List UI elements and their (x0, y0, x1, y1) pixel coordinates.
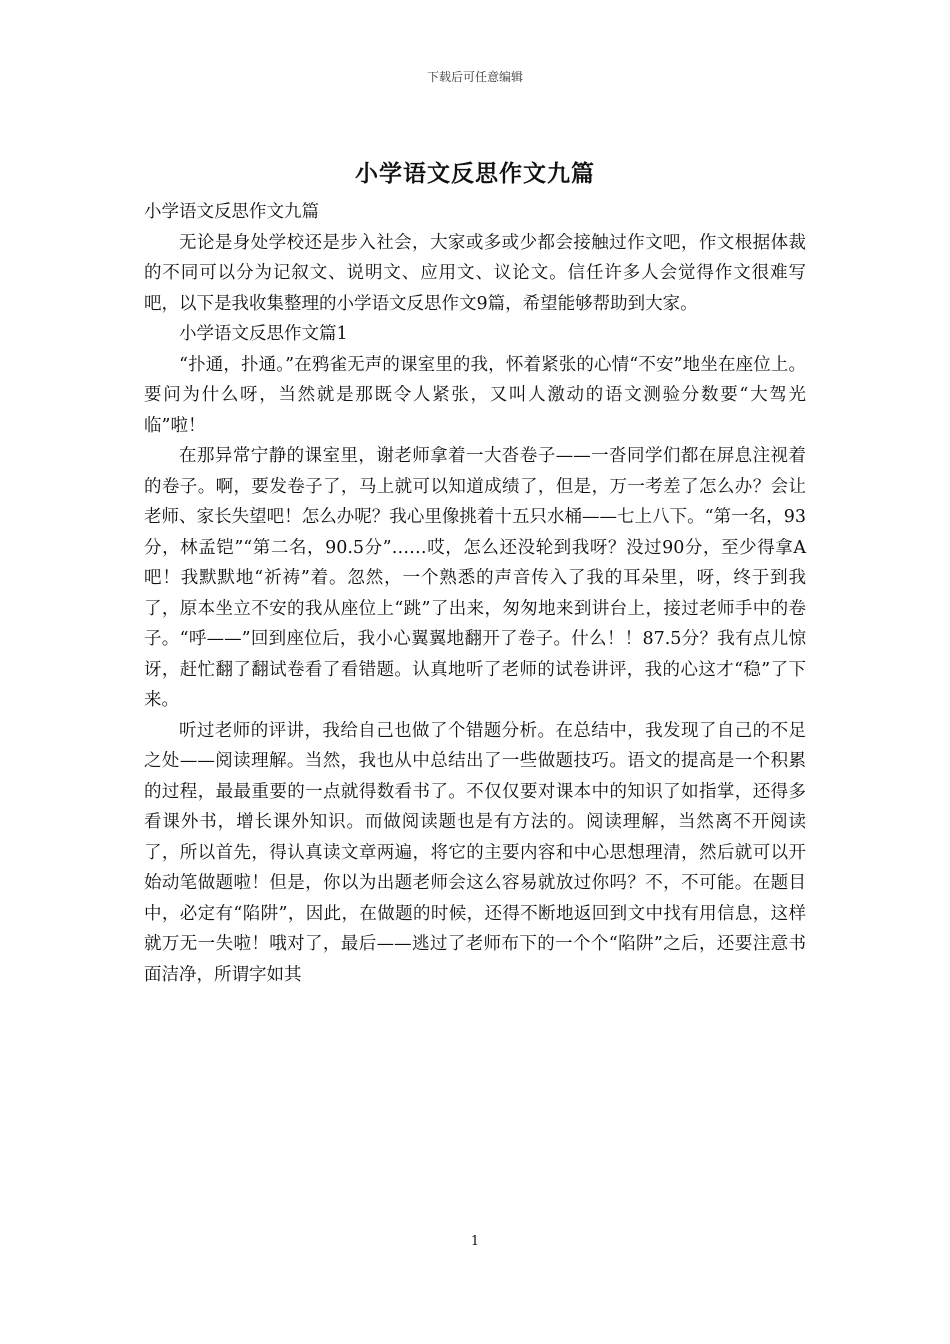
page-number: 1 (470, 1234, 480, 1249)
body-paragraph: 在那异常宁静的课室里，谢老师拿着一大沓卷子——一沓同学们都在屏息注视着的卷子。啊，要发卷子了，马上就可以知道成绩了，但是，万一考差了怎么办？会让老师、家长失望吧！怎么办呢？我心里像挑着十五只水桶——七上八下。“第一名，93分，林孟铠”“第二名，90.5分”……哎，怎么还没轮到我呀？没过90分，至少得拿A吧！我默默地“祈祷”着。忽然，一个熟悉的声音传入了我的耳朵里，呀，终于到我了，原本坐立不安的我从座位上“跳”了出来，匆匆地来到讲台上，接过老师手中的卷子。“呼——”回到座位后，我小心翼翼地翻开了卷子。什么！！87.5分？我有点儿惊讶，赶忙翻了翻试卷看了看错题。认真地听了老师的试卷讲评，我的心这才“稳”了下来。 (144, 446, 806, 710)
body-paragraph: “扑通，扑通。”在鸦雀无声的课室里的我，怀着紧张的心情“不安”地坐在座位上。要问为什么呀，当然就是那既令人紧张，又叫人激动的语文测验分数要“大驾光临”啦！ (144, 354, 806, 436)
section-heading: 小学语文反思作文篇1 (179, 324, 348, 344)
document-body (144, 197, 806, 990)
document-title: 小学语文反思作文九篇 (355, 160, 595, 187)
intro-paragraph: 无论是身处学校还是步入社会，大家或多或少都会接触过作文吧，作文根据体裁的不同可以分为记叙文、说明文、应用文、议论文。信任许多人会觉得作文很难写吧，以下是我收集整理的小学语文反思作文9篇，希望能够帮助到大家。 (144, 232, 806, 314)
header-note: 下载后可任意编辑 (426, 70, 523, 84)
subtitle-paragraph: 小学语文反思作文九篇 (144, 202, 319, 222)
body-paragraph: 听过老师的评讲，我给自己也做了个错题分析。在总结中，我发现了自己的不足之处——阅读理解。当然，我也从中总结出了一些做题技巧。语文的提高是一个积累的过程，最最重要的一点就得数看书了。不仅仅要对课本中的知识了如指掌，还得多看课外书，增长课外知识。而做阅读题也是有方法的。阅读理解，当然离不开阅读了，所以首先，得认真读文章两遍，将它的主要内容和中心思想理清，然后就可以开始动笔做题啦！但是，你以为出题老师会这么容易就放过你吗？不，不可能。在题目中，必定有“陷阱”，因此，在做题的时候，还得不断地返回到文中找有用信息，这样就万无一失啦！哦对了，最后——逃过了老师布下的一个个“陷阱”之后，还要注意书面洁净，所谓字如其 (144, 720, 806, 985)
